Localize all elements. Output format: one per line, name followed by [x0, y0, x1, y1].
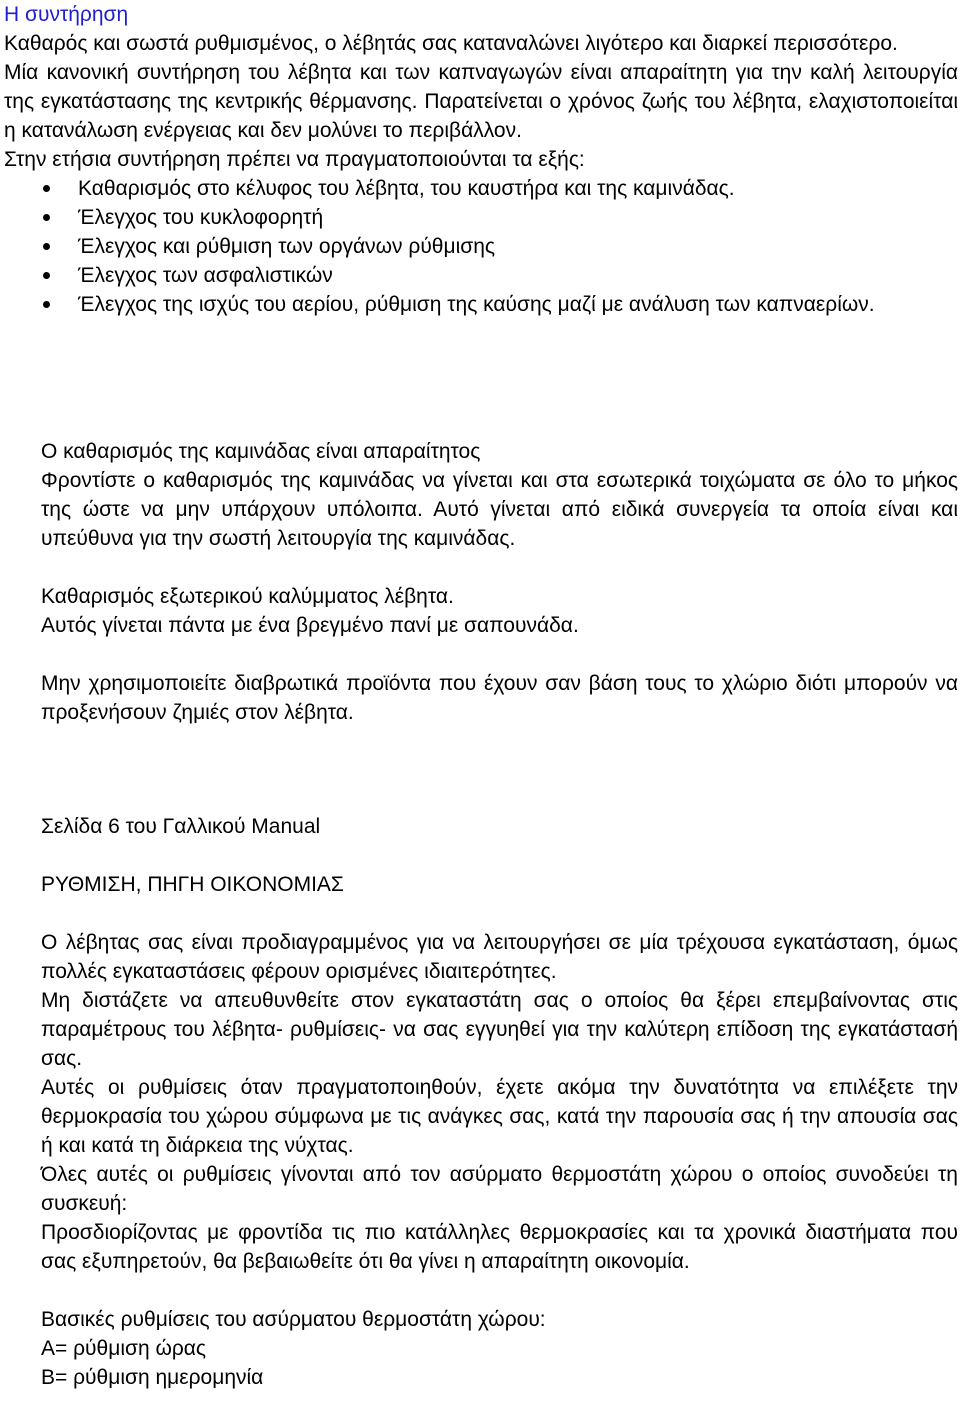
maintenance-section	[4, 0, 958, 319]
bullet-icon	[43, 185, 50, 192]
warning-text: Μην χρησιμοποιείτε διαβρωτικά προϊόντα που έχουν σαν βάση τους το χλώριο διότι μπορούν να προξενήσουν ζημιές στον λέβητα.	[41, 672, 958, 724]
thermostat-item-b: B= ρύθμιση ημερομηνία	[41, 1366, 264, 1389]
settings-section	[41, 812, 958, 1392]
settings-p1: Ο λέβητας σας είναι προδιαγραμμένος για να λειτουργήσει σε μία τρέχουσα εγκατάσταση, όμως πολλές εγκαταστάσεις φέρουν ορισμένες ιδιαιτερότητες.	[41, 931, 958, 983]
thermostat-item-a: A= ρύθμιση ώρας	[41, 1337, 207, 1360]
chimney-text: Φροντίστε ο καθαρισμός της καμινάδας να γίνεται και στα εσωτερικά τοιχώματα σε όλο το μήκος της ώστε να μην υπάρχουν υπόλοιπα. Αυτό γίνεται από ειδικά συνεργεία τα οποία είναι και υπεύθυνα για την σωστή λειτουργία της καμινάδας.	[41, 469, 958, 550]
cleaning-section	[41, 437, 958, 727]
list-item: Έλεγχος του κυκλοφορητή	[4, 203, 958, 232]
chimney-heading: Ο καθαρισμός της καμινάδας είναι απαραίτητος	[41, 440, 481, 463]
settings-heading: ΡΥΘΜΙΣΗ, ΠΗΓΗ ΟΙΚΟΝΟΜΙΑΣ	[41, 873, 344, 896]
annual-maintenance-intro: Στην ετήσια συντήρηση πρέπει να πραγματοποιούνται τα εξής:	[4, 148, 585, 171]
list-item: Έλεγχος και ρύθμιση των οργάνων ρύθμισης	[4, 232, 958, 261]
annual-maintenance-list	[4, 174, 958, 319]
bullet-icon	[43, 214, 50, 221]
exterior-heading: Καθαρισμός εξωτερικού καλύμματος λέβητα.	[41, 585, 454, 608]
list-item: Έλεγχος των ασφαλιστικών	[4, 261, 958, 290]
bullet-icon	[43, 301, 50, 308]
thermostat-heading: Βασικές ρυθμίσεις του ασύρματου θερμοστάτη χώρου:	[41, 1308, 546, 1331]
list-item: Καθαρισμός στο κέλυφος του λέβητα, του καυστήρα και της καμινάδας.	[4, 174, 958, 203]
maintenance-title: Η συντήρηση	[4, 3, 129, 26]
list-item: Έλεγχος της ισχύς του αερίου, ρύθμιση της καύσης μαζί με ανάλυση των καπναερίων.	[4, 290, 958, 319]
settings-p5: Προσδιορίζοντας με φροντίδα τις πιο κατάλληλες θερμοκρασίες και τα χρονικά διαστήματα που σας εξυπηρετούν, θα βεβαιωθείτε ότι θα γίνει η απαραίτητη οικονομία.	[41, 1221, 958, 1273]
bullet-icon	[43, 272, 50, 279]
maintenance-intro: Καθαρός και σωστά ρυθμισμένος, ο λέβητάς σας καταναλώνει λιγότερο και διαρκεί περισσότερο.	[4, 32, 898, 55]
exterior-text: Αυτός γίνεται πάντα με ένα βρεγμένο πανί με σαπουνάδα.	[41, 614, 579, 637]
settings-p4: Όλες αυτές οι ρυθμίσεις γίνονται από τον ασύρματο θερμοστάτη χώρου ο οποίος συνοδεύει τη συσκευή:	[41, 1163, 958, 1215]
bullet-icon	[43, 243, 50, 250]
page-reference: Σελίδα 6 του Γαλλικού Manual	[41, 815, 321, 838]
settings-p3: Αυτές οι ρυθμίσεις όταν πραγματοποιηθούν, έχετε ακόμα την δυνατότητα να επιλέξετε την θερμοκρασία του χώρου σύμφωνα με τις ανάγκες σας, κατά την παρουσία σας ή την απουσία σας ή και κατά τη διάρκεια της νύχτας.	[41, 1076, 958, 1157]
settings-p2: Μη διστάζετε να απευθυνθείτε στον εγκαταστάτη σας ο οποίος θα ξέρει επεμβαίνοντας στις παραμέτρους του λέβητα- ρυθμίσεις- να σας εγγυηθεί για την καλύτερη επίδοση της εγκατάστασή σας.	[41, 989, 958, 1070]
maintenance-importance: Μία κανονική συντήρηση του λέβητα και των καπναγωγών είναι απαραίτητη για την καλή λειτουργία της εγκατάστασης της κεντρικής θέρμανσης. Παρατείνεται ο χρόνος ζωής του λέβητα, ελαχιστοποιείται η κατανάλωση ενέργειας και δεν μολύνει το περιβάλλον.	[4, 61, 958, 142]
